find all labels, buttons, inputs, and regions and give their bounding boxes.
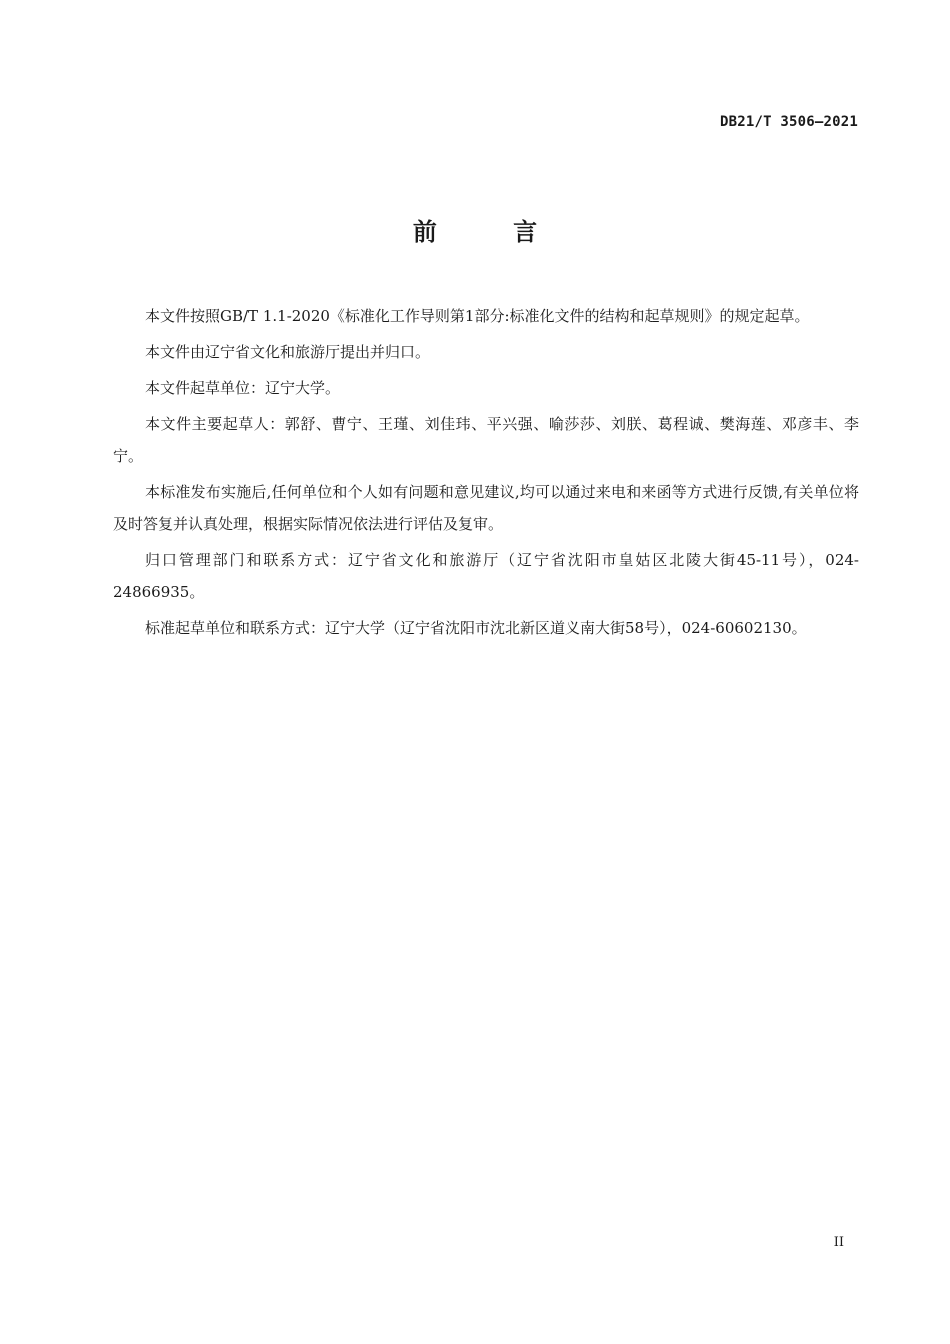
paragraph-drafting-unit: 本文件起草单位：辽宁大学。: [145, 379, 341, 397]
paragraph-drafter-contact: 标准起草单位和联系方式：辽宁大学（辽宁省沈阳市沈北新区道义南大街58号），024-60602130。: [145, 619, 807, 637]
page-title: 前 言: [412, 218, 572, 246]
paragraph-feedback: 本标准发布实施后,任何单位和个人如有问题和意见建议,均可以通过来电和来函等方式进行反馈,有关单位将及时答复并认真处理，根据实际情况依法进行评估及复审。: [113, 483, 859, 533]
foreword-body: [113, 300, 859, 648]
document-code: DB21/T 3506—2021: [719, 114, 858, 130]
page-number: II: [833, 1235, 844, 1250]
paragraph-proposer: 本文件由辽宁省文化和旅游厅提出并归口。: [145, 343, 431, 361]
paragraph-management-contact: 归口管理部门和联系方式：辽宁省文化和旅游厅（辽宁省沈阳市皇姑区北陵大街45-11号），024-24866935。: [113, 551, 859, 601]
paragraph-drafting-basis: 本文件按照GB/T 1.1-2020《标准化工作导则第1部分:标准化文件的结构和起草规则》的规定起草。: [145, 307, 810, 325]
paragraph-drafters: 本文件主要起草人：郭舒、曹宁、王瑾、刘佳玮、平兴强、喻莎莎、刘朕、葛程诚、樊海莲、邓彦丰、李宁。: [113, 415, 859, 465]
